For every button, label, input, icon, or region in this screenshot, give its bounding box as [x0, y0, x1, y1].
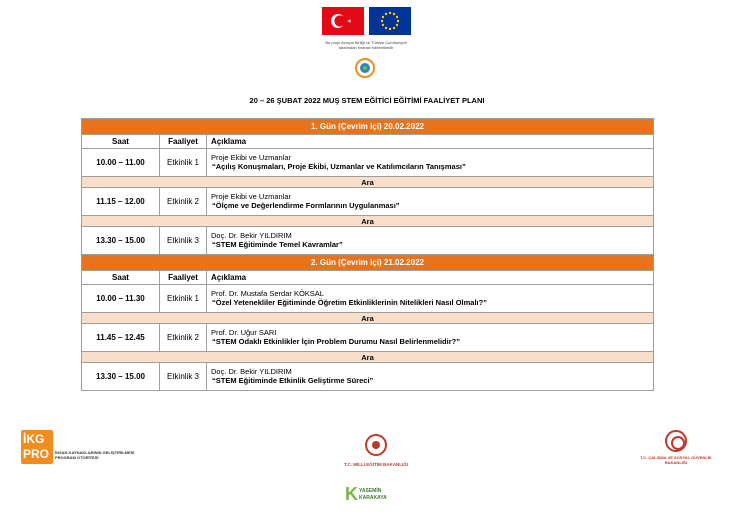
break-row	[82, 177, 654, 188]
day-title: 1. Gün (Çevrim içi) 20.02.2022	[82, 119, 654, 135]
description-cell	[207, 363, 654, 391]
description-cell	[207, 285, 654, 313]
speaker: Doç. Dr. Bekir YILDIRIM	[211, 231, 292, 240]
csgb-logo	[636, 430, 716, 465]
description-cell	[207, 324, 654, 352]
column-header-time: Saat	[82, 135, 160, 149]
meb-logo	[336, 434, 416, 467]
column-header-row	[82, 135, 654, 149]
yasemin-line2: KARAKAYA	[359, 495, 387, 501]
csgb-label: T.C. ÇALIŞMA VE SOSYAL GÜVENLİK BAKANLIĞI	[640, 455, 712, 465]
topic: “Ölçme ve Değerlendirme Formlarının Uygulanması”	[212, 201, 400, 210]
activity-cell: Etkinlik 3	[160, 363, 207, 391]
break-label: Ara	[82, 352, 654, 363]
table-row	[82, 188, 654, 216]
topic: “STEM Eğitiminde Temel Kavramlar”	[212, 240, 343, 249]
column-header-time: Saat	[82, 271, 160, 285]
time-cell: 13.30 – 15.00	[82, 363, 160, 391]
break-row	[82, 352, 654, 363]
activity-cell: Etkinlik 2	[160, 188, 207, 216]
break-row	[82, 216, 654, 227]
speaker: Proje Ekibi ve Uzmanlar	[211, 153, 292, 162]
description-cell	[207, 149, 654, 177]
funding-note: Bu proje Avrupa Birliği ve Türkiye Cumhuriyeti tarafından finanse edilmektedir	[325, 40, 407, 50]
topic: “Açılış Konuşmaları, Proje Ekibi, Uzmanlar ve Katılımcıların Tanışması”	[212, 162, 466, 171]
speaker: Prof. Dr. Mustafa Serdar KÖKSAL	[211, 289, 324, 298]
csgb-seal-icon	[665, 430, 687, 452]
break-label: Ara	[82, 313, 654, 324]
description-cell	[207, 188, 654, 216]
table-row	[82, 149, 654, 177]
table-row	[82, 363, 654, 391]
activity-cell: Etkinlik 1	[160, 149, 207, 177]
flags	[322, 7, 411, 35]
break-label: Ara	[82, 216, 654, 227]
table-row	[82, 285, 654, 313]
turkey-flag-icon	[322, 7, 364, 35]
meb-seal-icon	[365, 434, 387, 456]
yasemin-line1: YASEMİN	[359, 488, 382, 494]
speaker: Prof. Dr. Uğur SARI	[211, 328, 277, 337]
column-header-activity: Faaliyet	[160, 135, 207, 149]
time-cell: 11.45 – 12.45	[82, 324, 160, 352]
column-header-activity: Faaliyet	[160, 271, 207, 285]
column-header-row	[82, 271, 654, 285]
ikg-logo	[21, 430, 135, 464]
time-cell: 10.00 – 11.00	[82, 149, 160, 177]
meb-label: T.C. MİLLİ EĞİTİM BAKANLIĞI	[344, 462, 408, 467]
topic: “Özel Yetenekliler Eğitiminde Öğretim Etkinliklerinin Nitelikleri Nasıl Olmalı?”	[212, 298, 487, 307]
topic: “STEM Eğitiminde Etkinlik Geliştirme Süreci”	[212, 376, 374, 385]
table-row	[82, 324, 654, 352]
activity-cell: Etkinlik 1	[160, 285, 207, 313]
ikg-logo-text: İNSAN KAYNAKLARININ GELİŞTİRİLMESİ PROGRAM OTORİTESİ	[55, 450, 135, 460]
speaker: Doç. Dr. Bekir YILDIRIM	[211, 367, 292, 376]
time-cell: 10.00 – 11.30	[82, 285, 160, 313]
column-header-description: Açıklama	[207, 271, 654, 285]
description-cell	[207, 227, 654, 255]
eu-flag-icon	[369, 7, 411, 35]
activity-cell: Etkinlik 3	[160, 227, 207, 255]
activity-plan-table	[81, 118, 654, 391]
day-header-row	[82, 255, 654, 271]
table-row	[82, 227, 654, 255]
break-label: Ara	[82, 177, 654, 188]
yasemin-karakaya-logo	[345, 484, 391, 508]
page-title: 20 – 26 ŞUBAT 2022 MUŞ STEM EĞİTİCİ EĞİTİMİ FAALİYET PLANI	[249, 96, 485, 105]
speaker: Proje Ekibi ve Uzmanlar	[211, 192, 292, 201]
day-title: 2. Gün (Çevrim içi) 21.02.2022	[82, 255, 654, 271]
ikg-logo-mark: İKG PRO	[21, 430, 53, 464]
topic: “STEM Odaklı Etkinlikler İçin Problem Durumu Nasıl Belirlenmelidir?”	[212, 337, 460, 346]
activity-cell: Etkinlik 2	[160, 324, 207, 352]
time-cell: 11.15 – 12.00	[82, 188, 160, 216]
project-logo-icon	[350, 56, 380, 80]
day-header-row	[82, 119, 654, 135]
break-row	[82, 313, 654, 324]
yasemin-karakaya-mark-icon: K	[345, 484, 358, 504]
column-header-description: Açıklama	[207, 135, 654, 149]
time-cell: 13.30 – 15.00	[82, 227, 160, 255]
